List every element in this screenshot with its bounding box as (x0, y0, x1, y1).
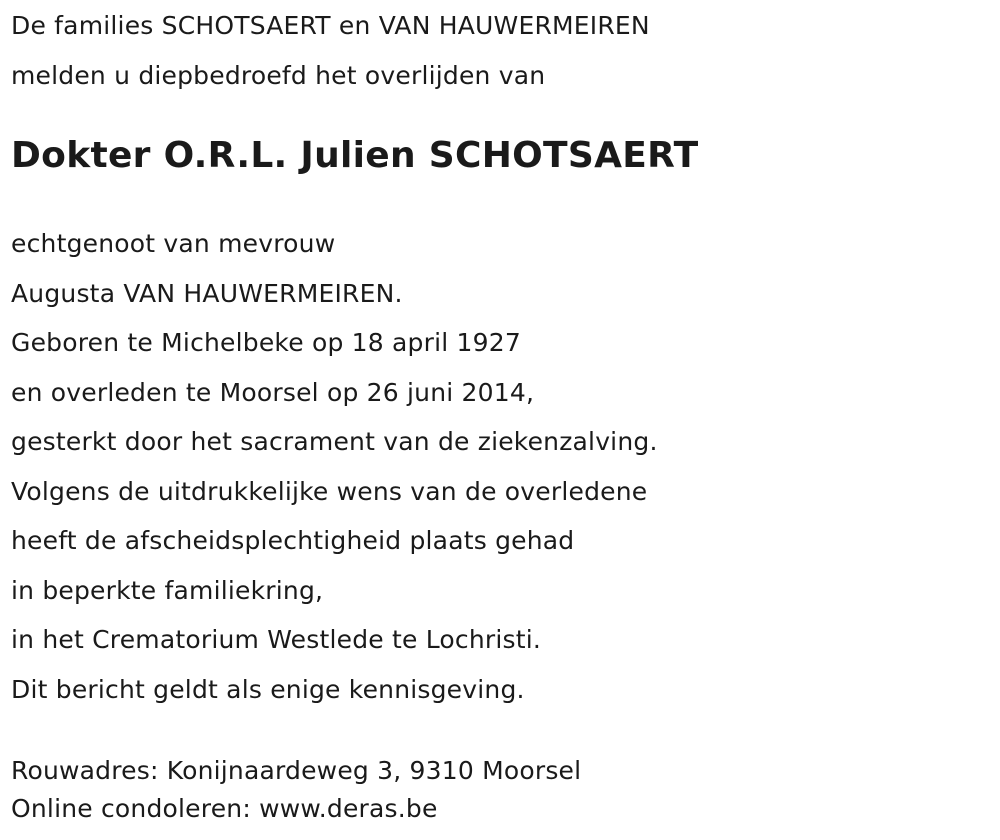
body-line: gesterkt door het sacrament van de ziekenzalving. (11, 427, 658, 456)
footer-online-condolences: Online condoleren: www.deras.be (11, 794, 438, 823)
body-line: Geboren te Michelbeke op 18 april 1927 (11, 328, 521, 357)
deceased-name-heading: Dokter O.R.L. Julien SCHOTSAERT (11, 135, 699, 176)
body-line: in beperkte familiekring, (11, 576, 324, 605)
body-line: en overleden te Moorsel op 26 juni 2014, (11, 378, 535, 407)
body-line: echtgenoot van mevrouw (11, 229, 336, 258)
body-line: Volgens de uitdrukkelijke wens van de overledene (11, 477, 648, 506)
body-line: in het Crematorium Westlede te Lochristi. (11, 625, 542, 654)
body-line: Augusta VAN HAUWERMEIREN. (11, 279, 403, 308)
intro-line-announcement: melden u diepbedroefd het overlijden van (11, 61, 546, 90)
intro-line-families: De families SCHOTSAERT en VAN HAUWERMEIREN (11, 11, 650, 40)
body-line: Dit bericht geldt als enige kennisgeving. (11, 675, 525, 704)
body-line: heeft de afscheidsplechtigheid plaats gehad (11, 526, 575, 555)
footer-address: Rouwadres: Konijnaardeweg 3, 9310 Moorsel (11, 756, 582, 785)
